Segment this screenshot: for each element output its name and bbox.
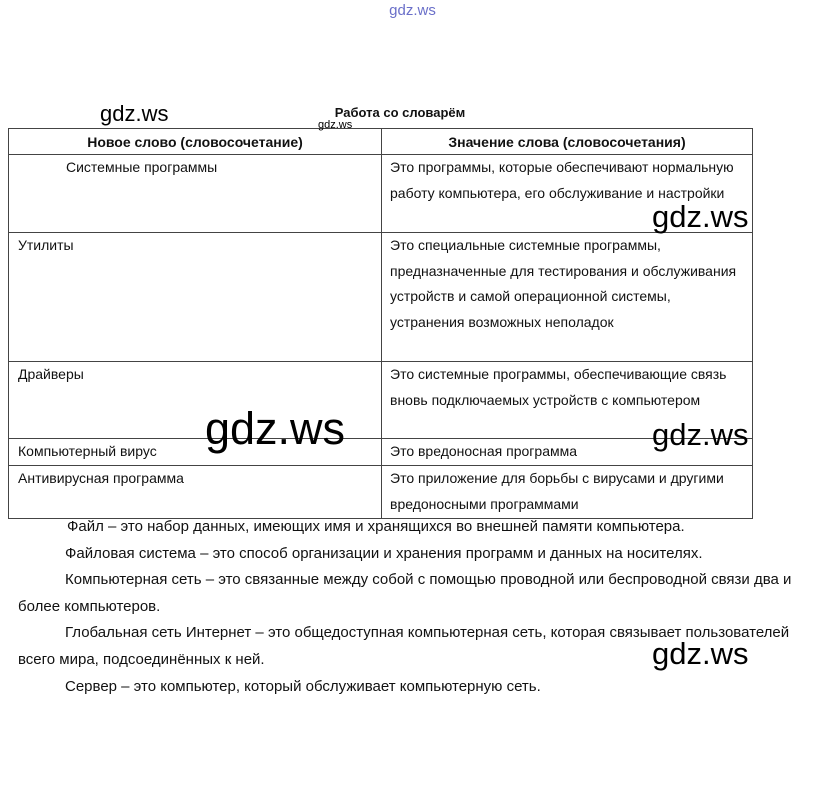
meaning-cell: Это вредоносная программа [382,439,753,466]
header-meaning: Значение слова (словосочетания) [382,129,753,155]
watermark: gdz.ws [318,119,353,131]
watermark: gdz.ws [205,403,346,454]
definition-paragraph: Файловая система – это способ организации и хранения программ и данных на носителях. [65,544,703,562]
term-cell: Утилиты [9,233,382,362]
table-row [9,233,753,362]
vocabulary-table [8,128,753,519]
table-row [9,362,753,439]
watermark: gdz.ws [100,101,169,126]
watermark: gdz.ws [652,417,749,452]
table-row [9,439,753,466]
term-cell: Компьютерный вирус [9,439,382,466]
term-cell: Драйверы [9,362,382,439]
definition-paragraph: Компьютерная сеть – это связанные между собой с помощью проводной или беспроводной связи два и более компьютеров. [18,571,792,615]
definition-paragraph: Глобальная сеть Интернет – это общедоступная компьютерная сеть, которая связывает пользователей всего мира, подсоединённых к ней. [18,624,790,668]
definition-paragraph: Сервер – это компьютер, который обслуживает компьютерную сеть. [65,677,541,695]
meaning-cell: Это приложение для борьбы с вирусами и другими вредоносными программами [382,466,753,519]
definition-paragraph: Файл – это набор данных, имеющих имя и хранящихся во внешней памяти компьютера. [67,518,685,535]
watermark: gdz.ws [652,199,749,234]
table-row [9,466,753,519]
definitions-section [18,514,808,700]
table-row [9,155,753,233]
meaning-cell: Это специальные системные программы, предназначенные для тестирования и обслуживания устройств и самой операционной системы, устранения возможных неполадок [382,233,753,362]
meaning-cell: Это программы, которые обеспечивают нормальную работу компьютера, его обслуживание и настройки [382,155,753,233]
term-cell: Антивирусная программа [9,466,382,519]
term-cell: Системные программы [9,155,382,233]
watermark-top: gdz.ws [389,2,436,19]
table-header-row [9,129,753,155]
table-title: Работа со словарём [334,105,466,120]
watermark: gdz.ws [652,636,749,671]
meaning-cell: Это системные программы, обеспечивающие связь вновь подключаемых устройств с компьютером [382,362,753,439]
header-new-word: Новое слово (словосочетание) [9,129,382,155]
